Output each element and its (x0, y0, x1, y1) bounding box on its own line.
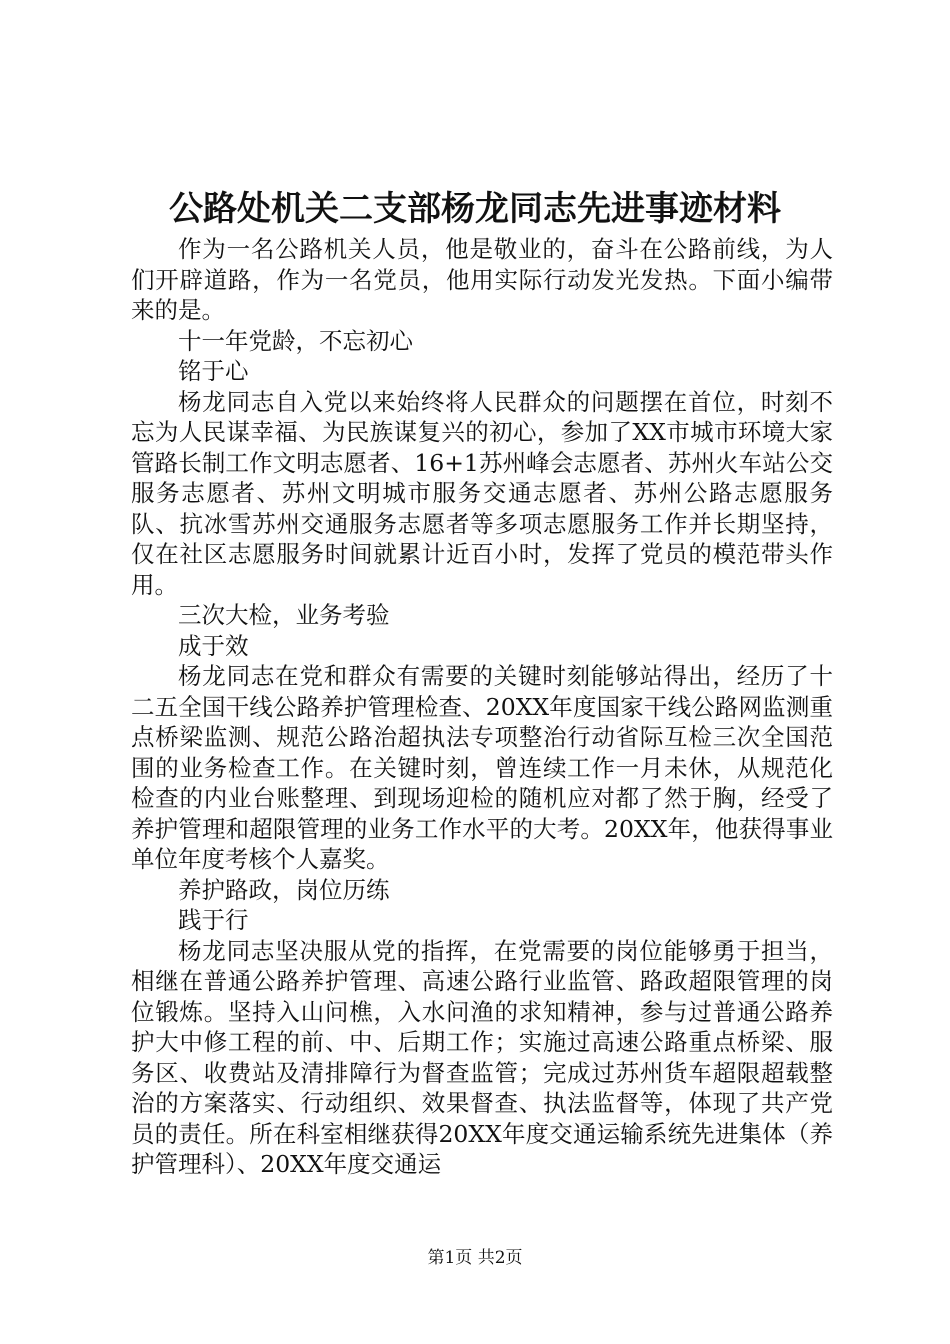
section-1-heading: 十一年党龄，不忘初心 (178, 326, 413, 355)
section-1-paragraph: 杨龙同志自入党以来始终将人民群众的问题摆在首位，时刻不忘为人民谋幸福、为民族谋复兴的初心，参加了XX市城市环境大家管路长制工作文明志愿者、16+1苏州峰会志愿者、苏州火车站公交服务志愿者、苏州文明城市服务交通志愿者、苏州公路志愿服务队、抗冰雪苏州交通服务志愿者等多项志愿服务工作并长期坚持，仅在社区志愿服务时间就累计近百小时，发挥了党员的模范带头作用。 (131, 387, 833, 599)
document-title: 公路处机关二支部杨龙同志先进事迹材料 (169, 189, 781, 229)
section-1-subheading: 铭于心 (178, 357, 249, 385)
section-2-subheading: 成于效 (178, 631, 249, 660)
intro-paragraph: 作为一名公路机关人员，他是敬业的，奋斗在公路前线，为人们开辟道路，作为一名党员，他用实际行动发光发热。下面小编带来的是。 (131, 235, 833, 324)
section-3-heading: 养护路政，岗位历练 (178, 875, 390, 904)
page-footer: 第1页 共2页 (427, 1248, 523, 1268)
document-body (131, 234, 833, 1180)
section-2-heading: 三次大检，业务考验 (178, 601, 390, 629)
section-3-paragraph: 杨龙同志坚决服从党的指挥，在党需要的岗位能够勇于担当，相继在普通公路养护管理、高速公路行业监管、路政超限管理的岗位锻炼。坚持入山问樵，入水问渔的求知精神，参与过普通公路养护大中修工程的前、中、后期工作；实施过高速公路重点桥梁、服务区、收费站及清排障行为督查监管；完成过苏州货车超限超载整治的方案落实、行动组织、效果督查、执法监督等，体现了共产党员的责任。所在科室相继获得20XX年度交通运输系统先进集体（养护管理科）、20XX年度交通运 (131, 936, 833, 1178)
section-3-subheading: 践于行 (178, 906, 249, 934)
section-2-paragraph: 杨龙同志在党和群众有需要的关键时刻能够站得出，经历了十二五全国干线公路养护管理检查、20XX年度国家干线公路网监测重点桥梁监测、规范公路治超执法专项整治行动省际互检三次全国范围的业务检查工作。在关键时刻，曾连续工作一月未休，从规范化检查的内业台账整理、到现场迎检的随机应对都了然于胸，经受了养护管理和超限管理的业务工作水平的大考。20XX年，他获得事业单位年度考核个人嘉奖。 (131, 662, 833, 873)
